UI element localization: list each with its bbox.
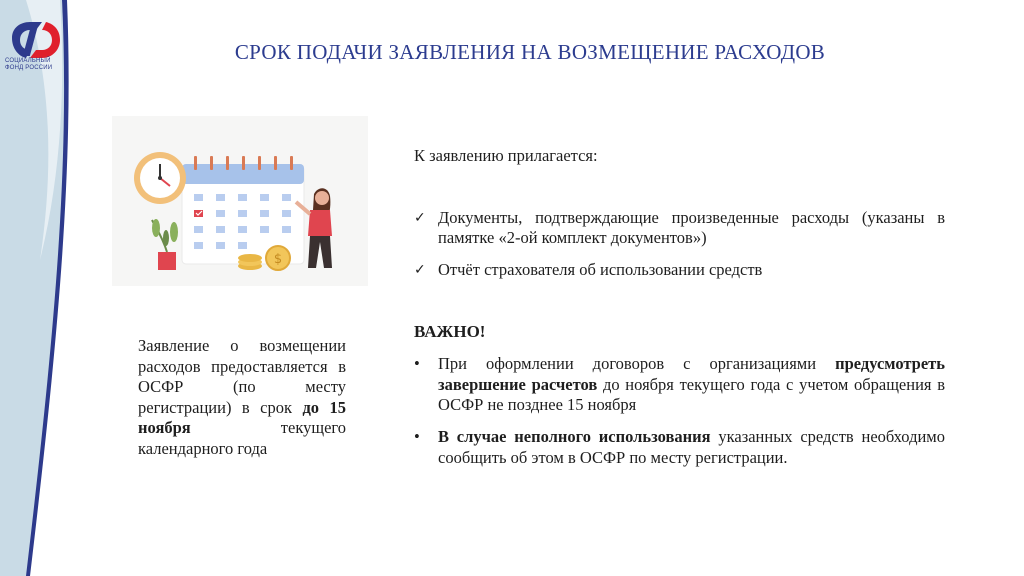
check-item (414, 260, 945, 280)
logo-line-1: СОЦИАЛЬНЫЙ (5, 58, 51, 64)
bullet-item-text (438, 354, 945, 416)
bullet-text-bold: предусмотреть завершение расчетов (438, 354, 945, 394)
deadline-date: до 15 ноября (138, 397, 346, 437)
bullet-text-bold: В случае неполного использования (438, 427, 711, 446)
bullet-icon: • (414, 354, 420, 373)
decorative-side-band (0, 0, 80, 576)
bullet-text-post: до ноября текущего года с учетом обращения в ОСФР не позднее 15 ноября (438, 374, 945, 414)
check-item-text: Документы, подтверждающие произведенные расходы (указаны в памятке «2-ой комплект документов») (438, 208, 945, 247)
deadline-paragraph (138, 336, 346, 459)
calendar-illustration (112, 116, 368, 286)
important-heading: ВАЖНО! (414, 322, 486, 341)
bullet-item (414, 427, 945, 468)
check-item (414, 208, 945, 248)
logo-line-2: ФОНД РОССИИ (5, 65, 53, 71)
bullet-icon: • (414, 427, 420, 446)
bullet-text-pre: При оформлении договоров с организациями (438, 354, 836, 373)
svg-text:$: $ (273, 252, 283, 267)
check-item-text: Отчёт страхователя об использовании средств (438, 260, 763, 279)
page-title: СРОК ПОДАЧИ ЗАЯВЛЕНИЯ НА ВОЗМЕЩЕНИЕ РАСХОДОВ (234, 40, 826, 64)
bullet-text-post: указанных средств необходимо сообщить об этом в ОСФР по месту регистрации. (438, 427, 945, 467)
checkmark-icon: ✓ (414, 210, 426, 226)
deadline-text-part2: текущего календарного года (138, 418, 346, 458)
clock-icon (134, 152, 186, 204)
logo-caption (5, 58, 52, 72)
bullet-item (414, 354, 945, 416)
checkmark-icon: ✓ (414, 262, 426, 278)
deadline-text-part1: Заявление о возмещении расходов предоставляется в ОСФР (по месту регистрации) в срок (138, 336, 346, 417)
attach-heading: К заявлению прилагается: (414, 146, 598, 165)
bullet-item-text (438, 427, 945, 468)
